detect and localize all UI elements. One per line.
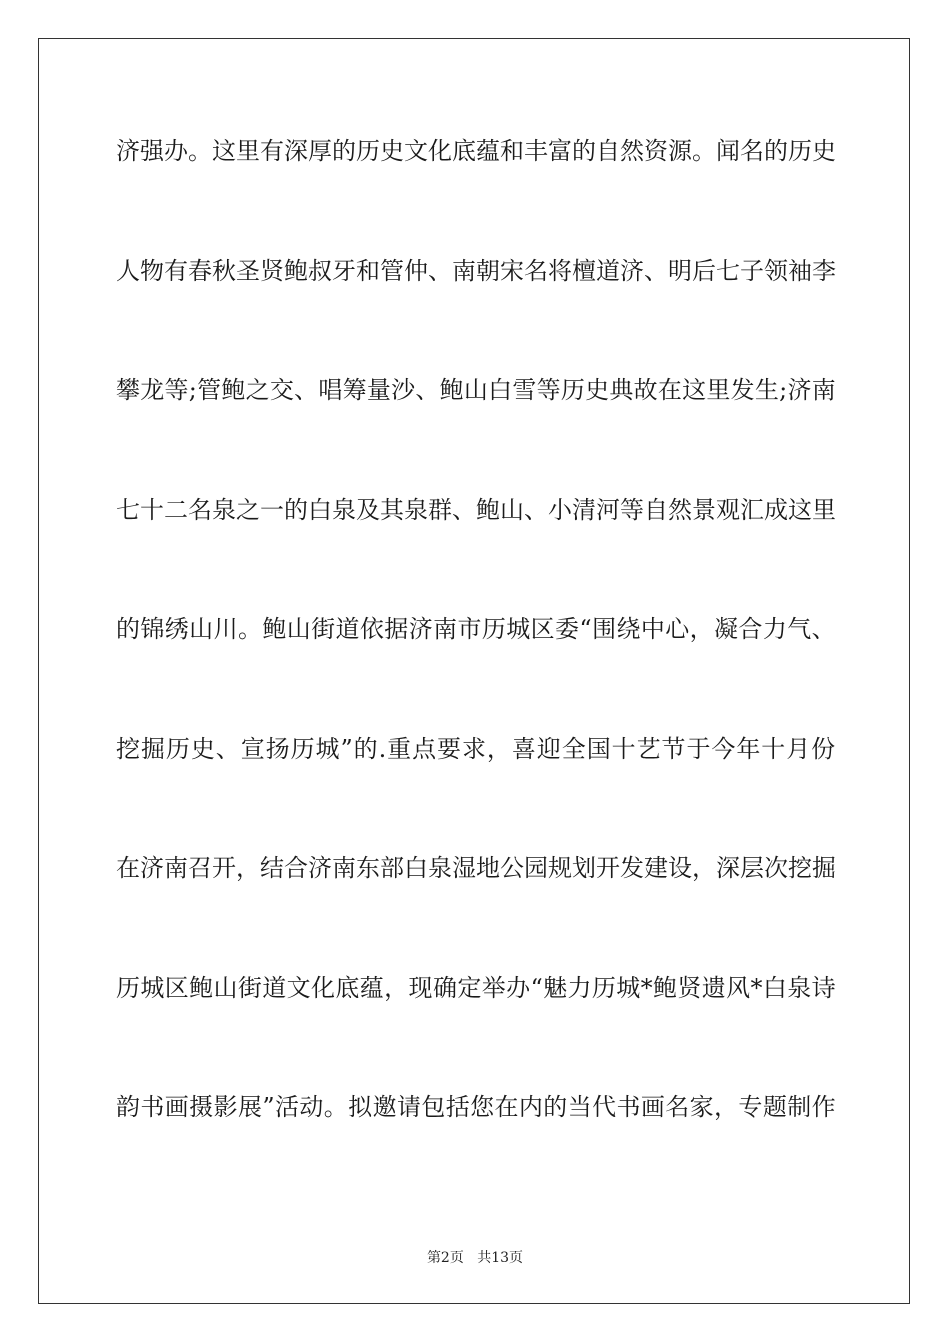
text-line-9: 韵书画摄影展”活动。拟邀请包括您在内的当代书画名家，专题制作 <box>116 1093 836 1121</box>
text-line-4: 七十二名泉之一的白泉及其泉群、鲍山、小清河等自然景观汇成这里 <box>116 495 836 524</box>
text-line-6: 挖掘历史、宣扬历城”的.重点要求，喜迎全国十艺节于今年十月份 <box>116 734 837 763</box>
total-pages: 共13页 <box>477 1250 524 1266</box>
text-line-1: 济强办。这里有深厚的历史文化底蕴和丰富的自然资源。闻名的历史 <box>116 137 836 165</box>
text-line-7: 在济南召开，结合济南东部白泉湿地公园规划开发建设，深层次挖掘 <box>116 854 836 882</box>
page-footer <box>0 1247 950 1267</box>
footer-spacer <box>464 1250 477 1266</box>
document-body <box>116 120 836 1196</box>
page-number: 第2页 <box>426 1250 464 1266</box>
text-line-8: 历城区鲍山街道文化底蕴，现确定举办“魅力历城*鲍贤遗风*白泉诗 <box>116 973 837 1002</box>
text-line-3: 攀龙等;管鲍之交、唱筹量沙、鲍山白雪等历史典故在这里发生;济南 <box>116 376 836 404</box>
text-line-2: 人物有春秋圣贤鲍叔牙和管仲、南朝宋名将檀道济、明后七子领袖李 <box>116 256 836 285</box>
text-line-5: 的锦绣山川。鲍山街道依据济南市历城区委“围绕中心，凝合力气、 <box>116 615 836 643</box>
